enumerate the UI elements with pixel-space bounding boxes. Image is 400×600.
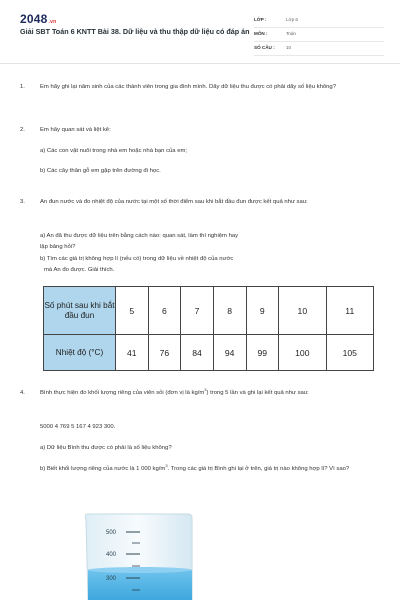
superscript: 3 (165, 463, 168, 469)
table-cell: 76 (148, 335, 181, 371)
question-4-values: 5000 4 769 5 167 4 923 300. (40, 424, 116, 430)
question-number: 2. (20, 127, 25, 133)
meta-label: SỐ CÂU : (254, 45, 275, 50)
question-number: 4. (20, 390, 25, 396)
table-cell: 99 (246, 335, 279, 371)
superscript: 3 (204, 387, 207, 393)
question-3 (20, 197, 400, 221)
question-4 (20, 388, 400, 412)
question-4-part-a: a) Dữ liệu Bình thu được có phải là số liệu không? (40, 445, 172, 451)
table-cell: 105 (326, 335, 373, 371)
beaker-mark-500: 500 (106, 530, 117, 536)
meta-value: 10 (286, 45, 292, 50)
meta-row-class (254, 14, 384, 28)
question-3-part-a-line-1: a) An đã thu được dữ liệu trên bằng cách nào: quan sát, làm thí nghiệm hay (40, 233, 239, 239)
table-cell: 100 (279, 335, 326, 371)
table-cell: 10 (279, 287, 326, 335)
question-text-part: . Trong các giá trị Bình ghi lại ở trên, giá trị nào không hợp lí? Vì sao? (167, 466, 350, 472)
question-number: 1. (20, 84, 25, 90)
page-title: Giải SBT Toán 6 KNTT Bài 38. Dữ liệu và thu thập dữ liệu có đáp án (20, 27, 250, 36)
table-header-temperature: Nhiệt độ (°C) (44, 335, 116, 371)
table-cell: 6 (148, 287, 181, 335)
meta-label: LỚP : (254, 17, 267, 22)
logo-text: 2048 (20, 12, 48, 26)
question-3-part-b-line-2: mà An đo được. Giải thích. (44, 267, 115, 273)
logo-domain: .vn (48, 19, 57, 25)
table-cell: 94 (213, 335, 246, 371)
table-cell: 9 (246, 287, 279, 335)
meta-value: Lớp 6 (286, 17, 298, 22)
question-4-part-b (40, 464, 380, 475)
beaker-illustration (80, 510, 200, 600)
table-cell: 5 (116, 287, 149, 335)
beaker-mark-400: 400 (106, 552, 117, 558)
meta-value: Toán (286, 31, 296, 36)
table-cell: 84 (181, 335, 214, 371)
question-3-part-b-line-1: b) Tìm các giá trị không hợp lí (nếu có) trong dữ liệu về nhiệt độ của nước (40, 256, 234, 262)
table-row (44, 335, 374, 371)
beaker-water (88, 570, 192, 600)
table-header-minutes: Số phút sau khi bắt đầu đun (44, 287, 116, 335)
site-logo[interactable] (20, 12, 56, 26)
question-text (40, 388, 400, 399)
question-text: Em hãy quan sát và liệt kê: (40, 127, 111, 133)
meta-row-count (254, 42, 384, 56)
question-3-part-a-line-2: lập bảng hỏi? (40, 244, 76, 250)
meta-label: MÔN : (254, 31, 268, 36)
question-text-part: ) trong 5 lần và ghi lại kết quả như sau: (206, 390, 309, 396)
temperature-table (43, 286, 374, 371)
beaker-mark-300: 300 (106, 576, 117, 582)
meta-row-subject (254, 28, 384, 42)
meta-info (254, 14, 384, 56)
table-cell: 11 (326, 287, 373, 335)
question-1 (20, 82, 400, 106)
table-cell: 8 (213, 287, 246, 335)
question-text: An đun nước và đo nhiệt độ của nước tại một số thời điểm sau khi bắt đầu đun được kết quả như sau: (40, 199, 308, 205)
question-text: Em hãy ghi lại năm sinh của các thành viên trong gia đình mình. Dãy dữ liệu thu được có phải dãy số liệu không? (40, 84, 336, 90)
document-header (0, 0, 400, 64)
question-2 (20, 125, 400, 137)
question-2-part-a: a) Các con vật nuôi trong nhà em hoặc nhà bạn của em; (40, 148, 188, 154)
question-number: 3. (20, 199, 25, 205)
question-2-part-b: b) Các cây thân gỗ em gặp trên đường đi học. (40, 168, 161, 174)
question-text-part: b) Biết khối lượng riêng của nước là 1 000 kg/m (40, 466, 166, 472)
table-cell: 7 (181, 287, 214, 335)
table-row (44, 287, 374, 335)
question-text-part: Bình thực hiện đo khối lượng riêng của viên sỏi (đơn vị là kg/m (40, 390, 205, 396)
table-cell: 41 (116, 335, 149, 371)
